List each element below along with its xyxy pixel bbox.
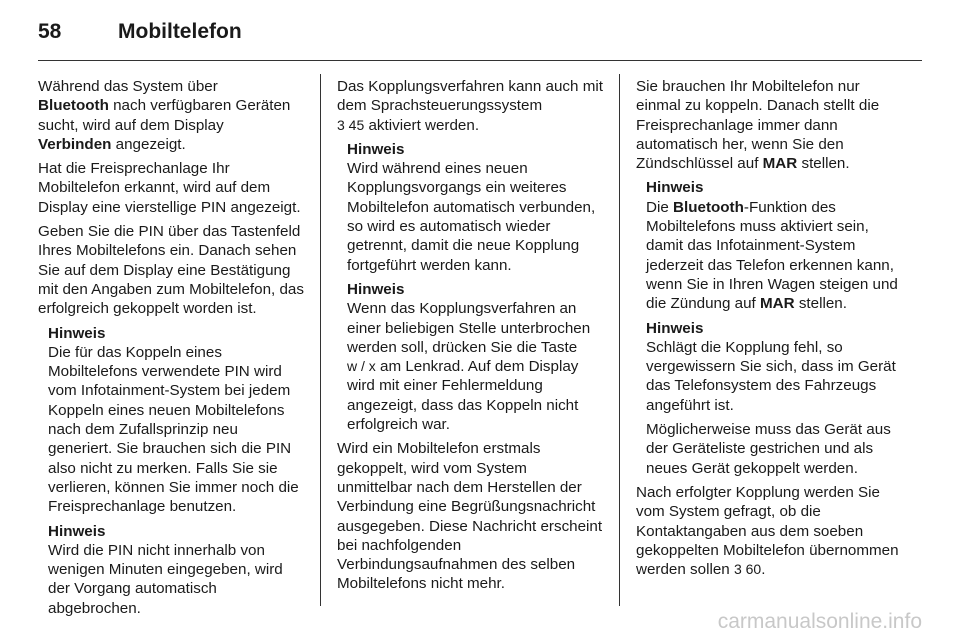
bold-term: Bluetooth <box>38 97 109 115</box>
steering-wheel-button-icons: w / x <box>347 358 376 375</box>
paragraph: Sie brauchen Ihr Mobiltelefon nur einmal zu koppeln. Danach stellt die Freisprechanlage immer dann automatisch her, wenn Sie den Zündschlüssel auf MAR stellen. <box>636 78 880 173</box>
page-reference-link[interactable]: 3 45 <box>337 116 365 133</box>
paragraph: Geben Sie die PIN über das Tastenfeld Ihres Mobiltelefons ein. Danach sehen Sie auf dem Display eine Bestätigung mit den Angaben zum Mobiltelefon, das erfolgreich gekoppelt worden ist. <box>38 223 304 318</box>
note-box <box>646 319 906 478</box>
note-box <box>48 522 306 618</box>
paragraph: Nach erfolgter Kopplung werden Sie vom System gefragt, ob die Kontaktangaben aus dem soeben gekoppelten Mobiltelefon übernommen werden sollen 3 60. <box>636 483 899 579</box>
note-text: Die Bluetooth-Funktion des Mobiltelefons muss aktiviert sein, damit das Infotainment-System jederzeit das Telefon erkennen kann, wenn Sie in Ihren Wagen steigen und die Zündung auf MAR stellen. <box>646 198 898 313</box>
column-divider <box>619 74 620 606</box>
note-text: Wird die PIN nicht innerhalb von wenigen Minuten eingegeben, wird der Vorgang automatisch abgebrochen. <box>48 541 283 617</box>
note-box <box>347 140 605 275</box>
note-text: Die für das Koppeln eines Mobiltelefons verwendete PIN wird vom Infotainment-System bei jedem Koppeln eines neuen Mobiltelefons nach dem Zufallsprinzip neu generiert. Sie brauchen sich die PIN also nicht zu merken. Falls Sie sie verlieren, können Sie immer noch die Freisprechanlage benutzen. <box>48 343 299 516</box>
paragraph: Hat die Freisprechanlage Ihr Mobiltelefon erkannt, wird auf dem Display eine vierstellige PIN angezeigt. <box>38 160 301 216</box>
column-right <box>636 77 906 584</box>
page-title: Mobiltelefon <box>118 20 242 43</box>
column-middle <box>337 77 605 599</box>
bold-term: Bluetooth <box>673 198 744 216</box>
page-number: 58 <box>38 20 62 43</box>
note-heading: Hinweis <box>48 324 106 342</box>
note-text: Möglicherweise muss das Gerät aus der Geräteliste gestrichen und als neues Gerät gekoppelt werden. <box>646 421 891 477</box>
note-text: Wird während eines neuen Kopplungsvorgangs ein weiteres Mobiltelefon automatisch verbunden, so wird es automatisch wieder getrennt, damit die neue Kopplung fortgeführt werden kann. <box>347 160 596 274</box>
paragraph: Das Kopplungsverfahren kann auch mit dem Sprachsteuerungssystem 3 45 aktiviert werden. <box>337 78 603 134</box>
bold-term: Verbinden <box>38 135 112 153</box>
bold-term: MAR <box>760 295 795 313</box>
column-divider <box>320 74 321 606</box>
note-heading: Hinweis <box>646 319 704 337</box>
note-heading: Hinweis <box>48 522 106 540</box>
paragraph: Während das System über Bluetooth nach verfügbaren Geräten sucht, wird auf dem Display Verbinden angezeigt. <box>38 78 291 153</box>
note-box <box>48 324 306 517</box>
note-text: Schlägt die Kopplung fehl, so vergewissern Sie sich, dass im Gerät das Telefonsystem des Fahrzeugs angeführt ist. <box>646 338 896 414</box>
paragraph: Wird ein Mobiltelefon erstmals gekoppelt, wird vom System unmittelbar nach dem Herstellen der Verbindung eine Begrüßungsnachricht ausgegeben. Diese Nachricht erscheint bei nachfolgenden Verbindungsaufnahmen des selben Mobiltelefons nicht mehr. <box>337 440 603 593</box>
note-text: Wenn das Kopplungsverfahren an einer beliebigen Stelle unterbrochen werden soll, drücken Sie die Taste w / x am Lenkrad. Auf dem Display wird mit einer Fehlermeldung angezeigt, dass das Koppeln nicht erfolgreich war. <box>347 300 591 434</box>
header-rule <box>38 60 922 61</box>
watermark: carmanualsonline.info <box>717 610 922 633</box>
column-left <box>38 77 306 623</box>
note-heading: Hinweis <box>347 140 405 158</box>
note-box <box>646 178 906 313</box>
page-reference-link[interactable]: 3 60 <box>733 561 762 578</box>
bold-term: MAR <box>762 155 798 173</box>
note-box <box>347 280 605 434</box>
note-heading: Hinweis <box>347 280 405 298</box>
note-heading: Hinweis <box>646 179 704 197</box>
